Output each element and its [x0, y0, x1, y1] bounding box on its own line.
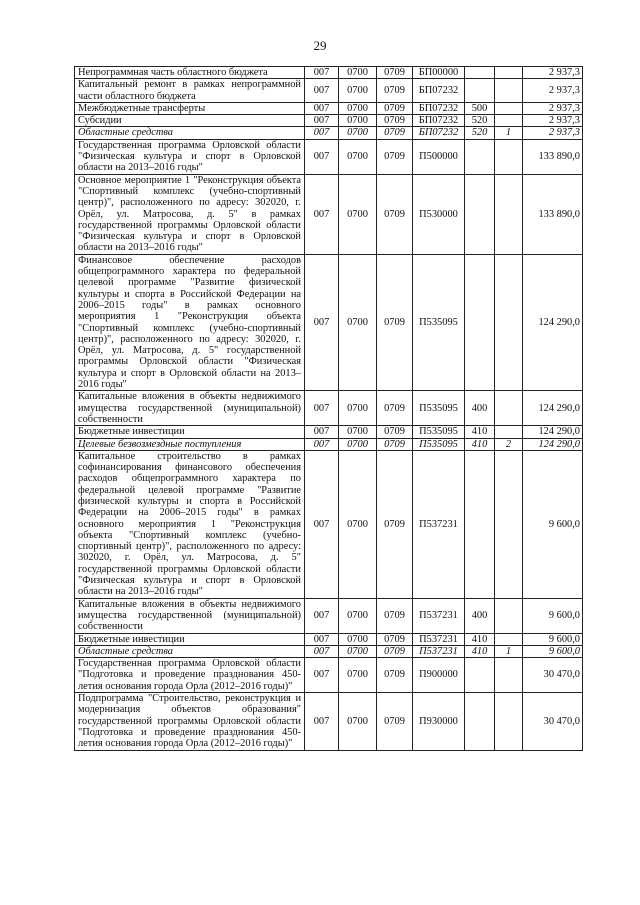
row-expense-type-code	[465, 450, 495, 598]
row-target-item-code: П537231	[413, 450, 465, 598]
row-funding-source-code	[495, 391, 523, 426]
row-expense-type-code	[465, 254, 495, 391]
row-amount: 2 937,3	[523, 67, 583, 79]
row-funding-source-code	[495, 139, 523, 174]
row-expense-type-code: 520	[465, 127, 495, 139]
row-subsection-code: 0709	[377, 693, 413, 750]
row-funding-source-code	[495, 693, 523, 750]
table-row	[75, 174, 583, 254]
row-ministry-code: 007	[305, 79, 339, 103]
table-row	[75, 438, 583, 450]
row-target-item-code: БП07232	[413, 79, 465, 103]
row-subsection-code: 0709	[377, 633, 413, 645]
table-row	[75, 645, 583, 657]
row-expense-type-code	[465, 693, 495, 750]
row-subsection-code: 0709	[377, 426, 413, 438]
row-name: Капитальное строительство в рамках софинансирования финансового обеспечения расходов общепрограммного характера по федеральной целевой программе "Развитие физической культуры и спорта в Российской Федерации на 2006–2015 годы" в рамках основного мероприятия 1 "Реконструкция объекта "Спортивный комплекс (учебно-спортивный центр)", расположенного по адресу: 302020, г. Орёл, ул. Матросова, д. 5" государственной программы Орловской области "Физическая культура и спорт в Орловской области на 2013–2016 годы"	[75, 450, 305, 598]
row-name: Целевые безвозмездные поступления	[75, 438, 305, 450]
table-row	[75, 139, 583, 174]
row-name: Бюджетные инвестиции	[75, 426, 305, 438]
budget-table	[74, 66, 583, 751]
row-section-code: 0700	[339, 102, 377, 114]
row-subsection-code: 0709	[377, 139, 413, 174]
row-funding-source-code	[495, 598, 523, 633]
row-ministry-code: 007	[305, 426, 339, 438]
row-subsection-code: 0709	[377, 67, 413, 79]
row-target-item-code: П535095	[413, 438, 465, 450]
table-row	[75, 693, 583, 750]
row-subsection-code: 0709	[377, 127, 413, 139]
row-amount: 9 600,0	[523, 633, 583, 645]
row-expense-type-code: 520	[465, 115, 495, 127]
row-funding-source-code	[495, 450, 523, 598]
row-name: Подпрограмма "Строительство, реконструкция и модернизация объектов образования" государственной программы Орловской области "Подготовка и проведение празднования 450-летия основания города Орла (2012–2016 годы)"	[75, 693, 305, 750]
row-amount: 133 890,0	[523, 174, 583, 254]
row-section-code: 0700	[339, 645, 377, 657]
row-ministry-code: 007	[305, 139, 339, 174]
row-target-item-code: П535095	[413, 426, 465, 438]
row-expense-type-code	[465, 174, 495, 254]
row-subsection-code: 0709	[377, 102, 413, 114]
table-body	[75, 67, 583, 751]
row-amount: 2 937,3	[523, 102, 583, 114]
row-funding-source-code	[495, 254, 523, 391]
row-name: Областные средства	[75, 127, 305, 139]
table-row	[75, 115, 583, 127]
row-funding-source-code	[495, 658, 523, 693]
row-target-item-code: П537231	[413, 633, 465, 645]
table-row	[75, 426, 583, 438]
row-expense-type-code: 410	[465, 438, 495, 450]
table-row	[75, 127, 583, 139]
row-name: Государственная программа Орловской области "Физическая культура и спорт в Орловской области на 2013–2016 годы"	[75, 139, 305, 174]
row-amount: 2 937,3	[523, 79, 583, 103]
row-subsection-code: 0709	[377, 438, 413, 450]
row-amount: 9 600,0	[523, 598, 583, 633]
row-section-code: 0700	[339, 450, 377, 598]
row-ministry-code: 007	[305, 115, 339, 127]
row-amount: 124 290,0	[523, 391, 583, 426]
row-expense-type-code: 400	[465, 598, 495, 633]
row-ministry-code: 007	[305, 174, 339, 254]
row-subsection-code: 0709	[377, 254, 413, 391]
row-section-code: 0700	[339, 67, 377, 79]
row-ministry-code: 007	[305, 598, 339, 633]
table-row	[75, 67, 583, 79]
table-row	[75, 658, 583, 693]
row-amount: 124 290,0	[523, 438, 583, 450]
row-funding-source-code	[495, 426, 523, 438]
row-ministry-code: 007	[305, 633, 339, 645]
row-section-code: 0700	[339, 174, 377, 254]
row-subsection-code: 0709	[377, 174, 413, 254]
row-amount: 9 600,0	[523, 450, 583, 598]
row-subsection-code: 0709	[377, 391, 413, 426]
row-expense-type-code: 410	[465, 645, 495, 657]
row-subsection-code: 0709	[377, 450, 413, 598]
row-funding-source-code	[495, 67, 523, 79]
row-ministry-code: 007	[305, 450, 339, 598]
row-funding-source-code: 2	[495, 438, 523, 450]
row-funding-source-code	[495, 79, 523, 103]
row-expense-type-code: 410	[465, 633, 495, 645]
row-section-code: 0700	[339, 658, 377, 693]
row-target-item-code: П500000	[413, 139, 465, 174]
row-expense-type-code	[465, 79, 495, 103]
row-section-code: 0700	[339, 127, 377, 139]
row-ministry-code: 007	[305, 391, 339, 426]
table-row	[75, 391, 583, 426]
row-expense-type-code	[465, 67, 495, 79]
row-section-code: 0700	[339, 438, 377, 450]
row-funding-source-code	[495, 174, 523, 254]
row-ministry-code: 007	[305, 645, 339, 657]
row-ministry-code: 007	[305, 658, 339, 693]
row-expense-type-code	[465, 658, 495, 693]
row-funding-source-code: 1	[495, 127, 523, 139]
row-name: Бюджетные инвестиции	[75, 633, 305, 645]
row-name: Государственная программа Орловской области "Подготовка и проведение празднования 450-летия основания города Орла (2012–2016 годы)"	[75, 658, 305, 693]
row-section-code: 0700	[339, 598, 377, 633]
row-subsection-code: 0709	[377, 115, 413, 127]
row-section-code: 0700	[339, 426, 377, 438]
row-subsection-code: 0709	[377, 645, 413, 657]
row-amount: 133 890,0	[523, 139, 583, 174]
table-row	[75, 633, 583, 645]
row-subsection-code: 0709	[377, 79, 413, 103]
row-expense-type-code	[465, 139, 495, 174]
row-name: Основное мероприятие 1 "Реконструкция объекта "Спортивный комплекс (учебно-спортивный центр)", расположенного по адресу: 302020, г. Орёл, ул. Матросова, д. 5" в рамках государственной программы Орловской области "Физическая культура и спорт в Орловской области на 2013–2016 годы"	[75, 174, 305, 254]
row-funding-source-code	[495, 115, 523, 127]
row-name: Финансовое обеспечение расходов общепрограммного характера по федеральной целевой программе "Развитие физической культуры и спорта в Российской Федерации на 2006–2015 годы" в рамках основного мероприятия 1 "Реконструкция объекта "Спортивный комплекс (учебно-спортивный центр)", расположенного по адресу: 302020, г. Орёл, ул. Матросова, д. 5" государственной программы Орловской области "Физическая культура и спорт в Орловской области на 2013–2016 годы"	[75, 254, 305, 391]
row-section-code: 0700	[339, 391, 377, 426]
row-ministry-code: 007	[305, 438, 339, 450]
row-section-code: 0700	[339, 254, 377, 391]
row-name: Капитальные вложения в объекты недвижимого имущества государственной (муниципальной) собственности	[75, 598, 305, 633]
row-amount: 30 470,0	[523, 693, 583, 750]
row-amount: 2 937,3	[523, 127, 583, 139]
row-target-item-code: П535095	[413, 254, 465, 391]
table-row	[75, 102, 583, 114]
row-ministry-code: 007	[305, 102, 339, 114]
row-section-code: 0700	[339, 79, 377, 103]
row-ministry-code: 007	[305, 254, 339, 391]
row-section-code: 0700	[339, 633, 377, 645]
row-expense-type-code: 410	[465, 426, 495, 438]
row-amount: 9 600,0	[523, 645, 583, 657]
row-target-item-code: П535095	[413, 391, 465, 426]
row-amount: 30 470,0	[523, 658, 583, 693]
row-target-item-code: П930000	[413, 693, 465, 750]
row-amount: 124 290,0	[523, 254, 583, 391]
row-name: Капитальный ремонт в рамках непрограммной части областного бюджета	[75, 79, 305, 103]
row-section-code: 0700	[339, 693, 377, 750]
page-number: 29	[313, 38, 327, 53]
row-funding-source-code	[495, 102, 523, 114]
table-row	[75, 254, 583, 391]
row-target-item-code: П537231	[413, 598, 465, 633]
row-subsection-code: 0709	[377, 658, 413, 693]
row-funding-source-code: 1	[495, 645, 523, 657]
table-row	[75, 598, 583, 633]
row-ministry-code: 007	[305, 127, 339, 139]
row-target-item-code: П530000	[413, 174, 465, 254]
row-section-code: 0700	[339, 115, 377, 127]
row-expense-type-code: 400	[465, 391, 495, 426]
row-target-item-code: БП07232	[413, 102, 465, 114]
row-target-item-code: БП07232	[413, 115, 465, 127]
row-target-item-code: БП00000	[413, 67, 465, 79]
table-row	[75, 450, 583, 598]
row-target-item-code: П900000	[413, 658, 465, 693]
table-row	[75, 79, 583, 103]
row-subsection-code: 0709	[377, 598, 413, 633]
row-name: Межбюджетные трансферты	[75, 102, 305, 114]
row-target-item-code: П537231	[413, 645, 465, 657]
row-name: Непрограммная часть областного бюджета	[75, 67, 305, 79]
row-amount: 124 290,0	[523, 426, 583, 438]
row-name: Областные средства	[75, 645, 305, 657]
row-name: Капитальные вложения в объекты недвижимого имущества государственной (муниципальной) собственности	[75, 391, 305, 426]
row-name: Субсидии	[75, 115, 305, 127]
row-expense-type-code: 500	[465, 102, 495, 114]
row-funding-source-code	[495, 633, 523, 645]
row-ministry-code: 007	[305, 693, 339, 750]
row-ministry-code: 007	[305, 67, 339, 79]
row-target-item-code: БП07232	[413, 127, 465, 139]
row-section-code: 0700	[339, 139, 377, 174]
row-amount: 2 937,3	[523, 115, 583, 127]
